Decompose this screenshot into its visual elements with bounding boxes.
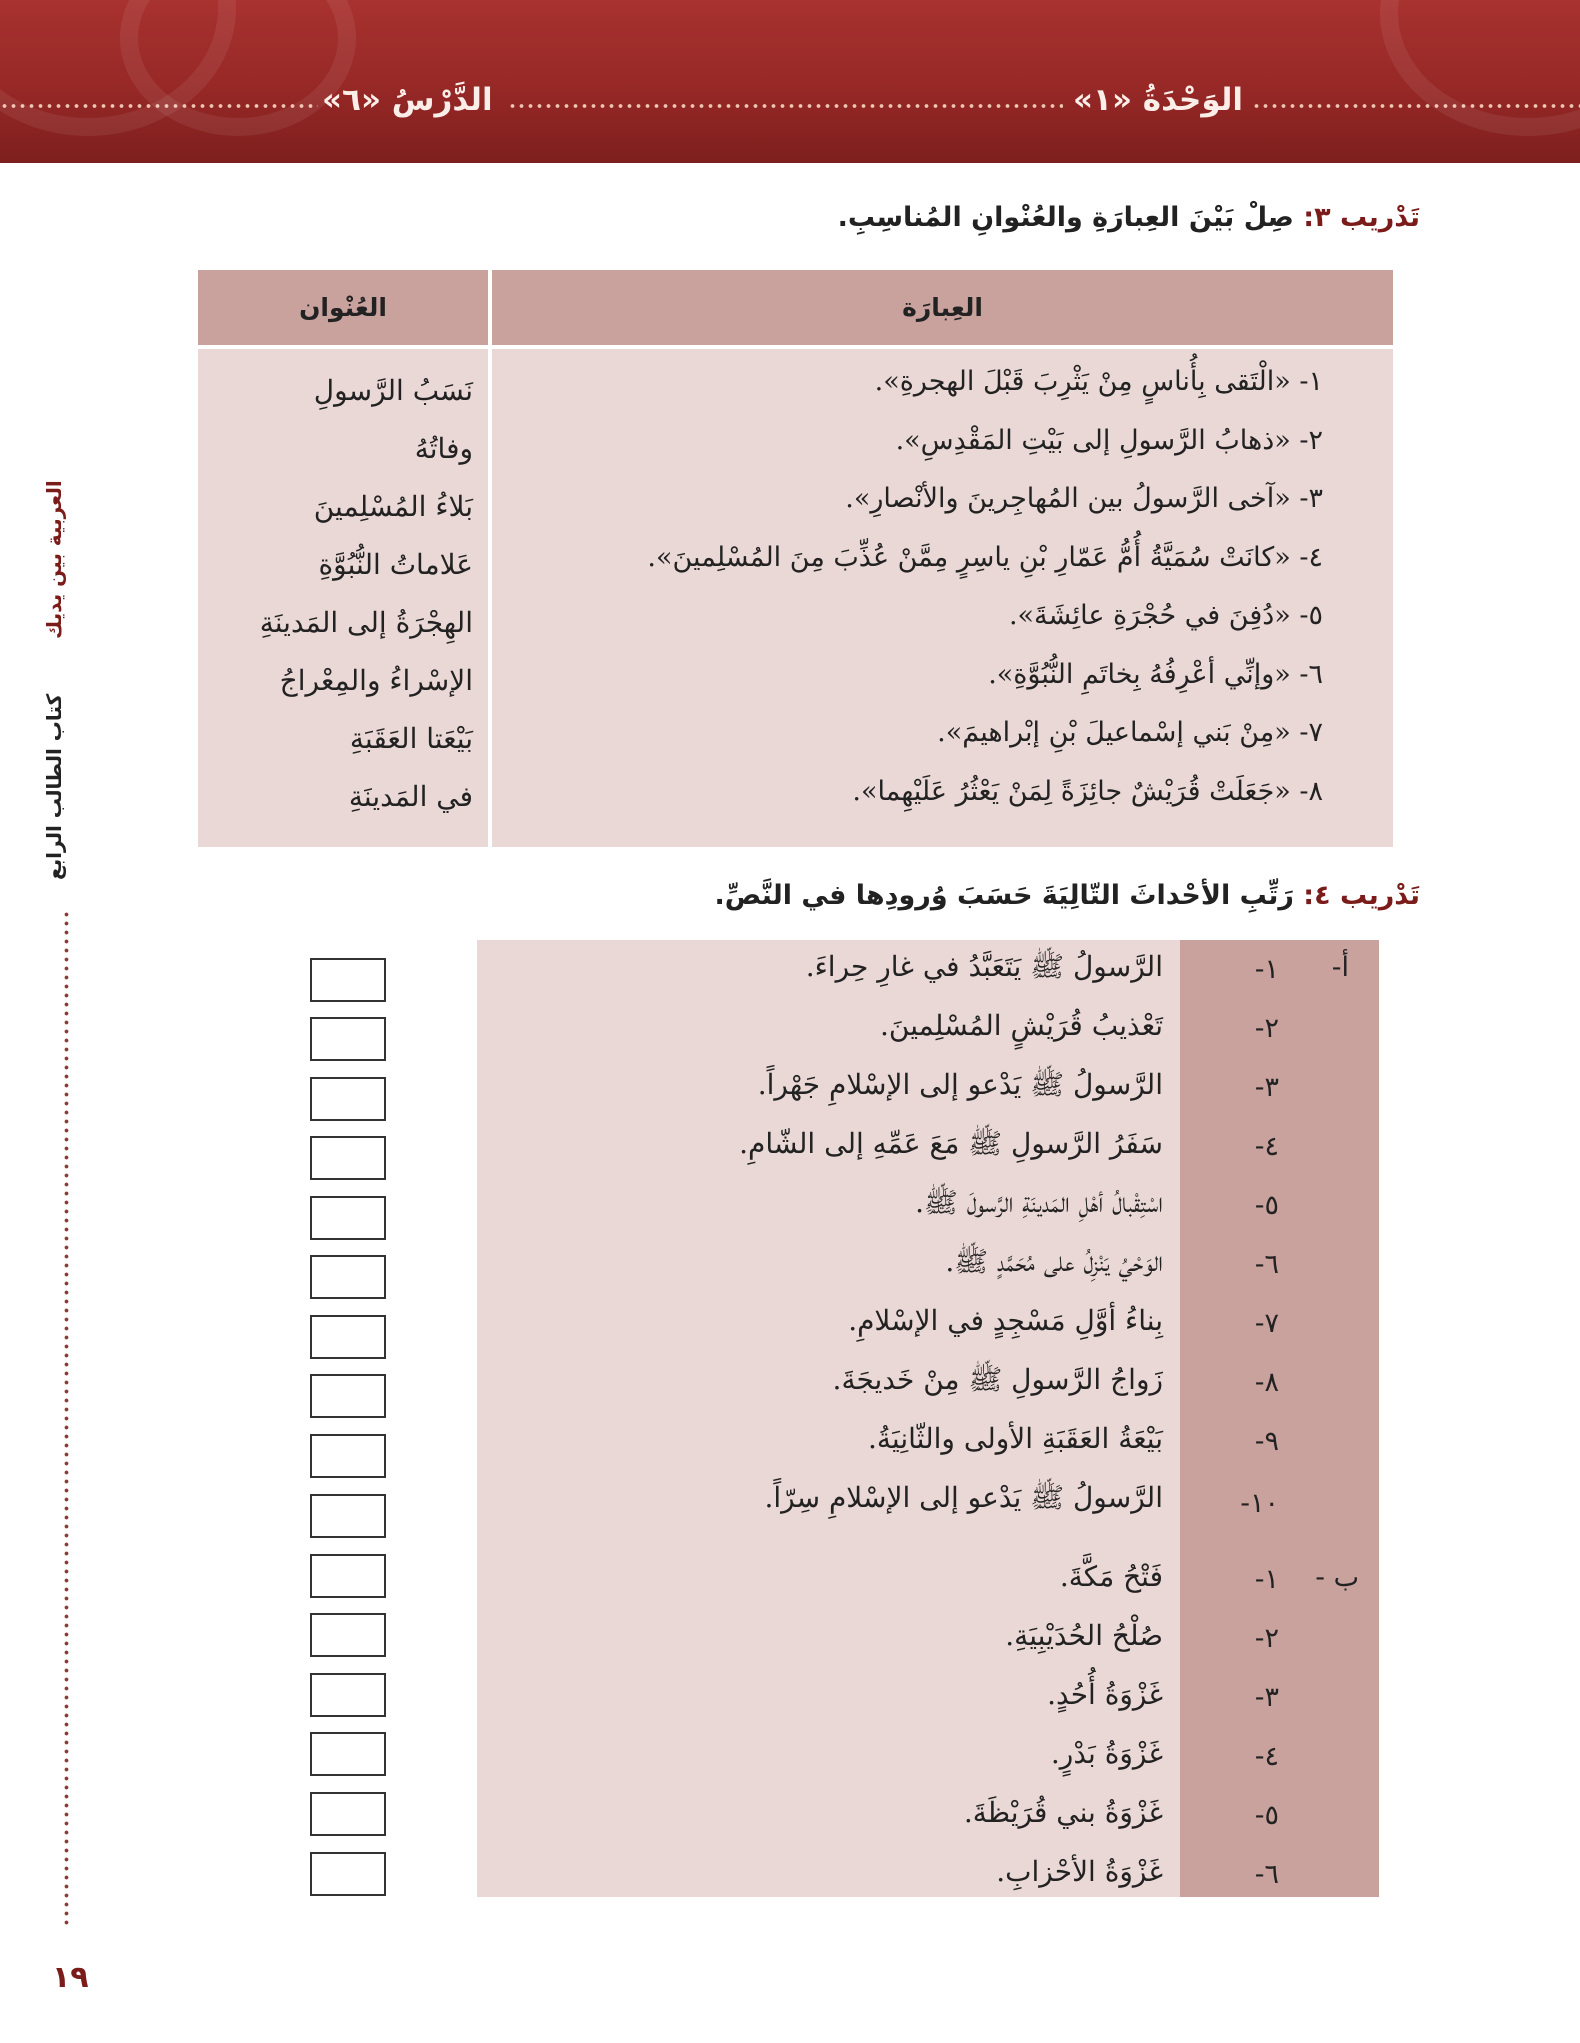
phrase-item: ٤- «كانَتْ سُمَيَّةُ أُمُّ عَمّارِ بْنِ ياسِرٍ مِمَّنْ عُذِّبَ مِنَ المُسْلِمينَ». xyxy=(647,542,1323,573)
answer-box[interactable] xyxy=(310,1255,386,1299)
header-dotted-line xyxy=(0,101,318,111)
title-item: في المَدينَةِ xyxy=(348,780,473,813)
event-number: ٨- xyxy=(1254,1367,1279,1398)
page-header xyxy=(0,0,1580,163)
exercise3-instruction: صِلْ بَيْنَ العِبارَةِ والعُنْوانِ المُناسِبِ. xyxy=(837,202,1294,233)
exercise4-title xyxy=(714,880,1420,911)
phrase-item: ٨- «جَعَلَتْ قُرَيْشٌ جائِزَةً لِمَنْ يَعْثُرُ عَلَيْهِما». xyxy=(852,776,1323,807)
event-number: ١٠- xyxy=(1240,1488,1279,1519)
answer-box[interactable] xyxy=(310,1196,386,1240)
event-text: بَيْعَةُ العَقَبَةِ الأولى والثّانِيَةُ. xyxy=(867,1422,1163,1455)
event-text: غَزْوَةُ أُحُدٍ. xyxy=(1047,1678,1163,1711)
event-text: الرَّسولُ ﷺ يَدْعو إلى الإسْلامِ سِرّاً. xyxy=(764,1481,1163,1514)
title-item: الهِجْرَةُ إلى المَدينَةِ xyxy=(259,606,473,639)
title-item: عَلاماتُ النُّبُوَّةِ xyxy=(318,548,473,581)
answer-box[interactable] xyxy=(310,1315,386,1359)
title-item: بَلاءُ المُسْلِمينَ xyxy=(313,490,473,523)
event-number: ١- xyxy=(1254,954,1279,985)
answer-box[interactable] xyxy=(310,1613,386,1657)
phrase-item: ٧- «مِنْ بَني إسْماعيلَ بْنِ إبْراهيمَ». xyxy=(937,717,1323,748)
event-number: ٣- xyxy=(1254,1072,1279,1103)
exercise4-instruction: رَتِّبِ الأحْداثَ التّالِيَةَ حَسَبَ وُرودِها في النَّصِّ. xyxy=(714,880,1294,911)
event-number: ٦- xyxy=(1254,1859,1279,1890)
column-header-phrase: العِبارَة xyxy=(492,270,1393,345)
answer-box[interactable] xyxy=(310,1554,386,1598)
event-number: ١- xyxy=(1254,1564,1279,1595)
answer-box[interactable] xyxy=(310,958,386,1002)
sidebar-dotted-line xyxy=(62,910,71,1925)
event-number: ٣- xyxy=(1254,1682,1279,1713)
exercise3-label: تَدْريب ٣: xyxy=(1303,202,1420,233)
event-text: الرَّسولُ ﷺ يَدْعو إلى الإسْلامِ جَهْراً. xyxy=(757,1068,1163,1101)
title-item: وفاتُهُ xyxy=(414,432,473,465)
ordering-panel xyxy=(477,940,1379,1897)
header-dotted-line xyxy=(508,101,1063,111)
unit-label: الوَحْدَةُ «١» xyxy=(1073,82,1244,118)
column-divider xyxy=(488,270,492,847)
event-text: غَزْوَةُ الأحْزابِ. xyxy=(996,1855,1163,1888)
number-column xyxy=(1180,940,1379,1897)
event-number: ٦- xyxy=(1254,1249,1279,1280)
phrase-item: ١- «الْتَقى بِأُناسٍ مِنْ يَثْرِبَ قَبْلَ الهجرةِ». xyxy=(874,366,1323,397)
header-swirl-decoration xyxy=(1380,0,1580,136)
event-text: فَتْحُ مَكَّةَ. xyxy=(1059,1560,1163,1593)
matching-table xyxy=(198,270,1393,847)
answer-box[interactable] xyxy=(310,1017,386,1061)
event-text: غَزْوَةُ بَدْرٍ. xyxy=(1050,1737,1163,1770)
event-number: ٩- xyxy=(1254,1426,1279,1457)
title-item: بَيْعَتا العَقَبَةِ xyxy=(349,722,473,755)
event-text: غَزْوَةُ بني قُرَيْظَةَ. xyxy=(963,1796,1163,1829)
phrase-item: ٥- «دُفِنَ في حُجْرَةِ عائِشَةَ». xyxy=(1008,600,1323,631)
phrase-item: ٦- «وإنِّي أعْرِفُهُ بِخاتَمِ النُّبُوَّةِ». xyxy=(988,659,1323,690)
answer-box[interactable] xyxy=(310,1434,386,1478)
phrase-item: ٣- «آخى الرَّسولُ بين المُهاجِرينَ والأنْصارِ». xyxy=(845,483,1323,514)
header-divider xyxy=(198,345,1393,349)
book-title: العربية بين يديك xyxy=(42,480,66,639)
event-number: ٤- xyxy=(1254,1131,1279,1162)
answer-box[interactable] xyxy=(310,1792,386,1836)
exercise4-label: تَدْريب ٤: xyxy=(1303,880,1420,911)
answer-box[interactable] xyxy=(310,1673,386,1717)
event-text: تَعْذيبُ قُرَيْشٍ المُسْلِمينَ. xyxy=(879,1009,1163,1042)
answer-box[interactable] xyxy=(310,1077,386,1121)
answer-box[interactable] xyxy=(310,1852,386,1896)
book-subtitle: كتاب الطالب الرابع xyxy=(42,693,66,880)
event-number: ٥- xyxy=(1254,1190,1279,1221)
answer-box[interactable] xyxy=(310,1136,386,1180)
event-number: ٥- xyxy=(1254,1800,1279,1831)
event-text: الوَحْيُ يَنْزِلُ على مُحَمَّدٍ ﷺ. xyxy=(945,1245,1163,1278)
event-number: ٢- xyxy=(1254,1013,1279,1044)
event-text: زَواجُ الرَّسولِ ﷺ مِنْ خَديجَةَ. xyxy=(832,1363,1163,1396)
event-number: ٤- xyxy=(1254,1741,1279,1772)
lesson-label: الدَّرْسُ «٦» xyxy=(322,82,493,118)
event-text: سَفَرُ الرَّسولِ ﷺ مَعَ عَمِّهِ إلى الشّامِ. xyxy=(739,1127,1163,1160)
event-text: بِناءُ أوَّلِ مَسْجِدٍ في الإسْلامِ. xyxy=(848,1304,1163,1337)
title-item: الإسْراءُ والمِعْراجُ xyxy=(279,664,473,697)
column-header-title: العُنْوان xyxy=(198,270,488,345)
title-item: نَسَبُ الرَّسولِ xyxy=(313,374,473,407)
group-a-label: أ- xyxy=(1331,952,1349,983)
page-number: ١٩ xyxy=(52,1960,89,1995)
phrase-item: ٢- «ذهابُ الرَّسولِ إلى بَيْتِ المَقْدِسِ». xyxy=(895,425,1323,456)
answer-box[interactable] xyxy=(310,1732,386,1776)
exercise3-title xyxy=(838,202,1420,233)
event-text: صُلْحُ الحُدَيْبِيَةِ. xyxy=(1005,1619,1163,1652)
event-number: ٢- xyxy=(1254,1623,1279,1654)
header-dotted-line xyxy=(1252,101,1580,111)
event-number: ٧- xyxy=(1254,1308,1279,1339)
answer-box[interactable] xyxy=(310,1374,386,1418)
event-text: الرَّسولُ ﷺ يَتَعَبَّدُ في غارِ حِراءَ. xyxy=(805,950,1163,983)
event-text: اسْتِقْبالُ أهْلِ المَدينَةِ الرَّسولَ ﷺ. xyxy=(915,1186,1163,1219)
group-b-label: ب - xyxy=(1315,1562,1359,1593)
answer-box[interactable] xyxy=(310,1494,386,1538)
